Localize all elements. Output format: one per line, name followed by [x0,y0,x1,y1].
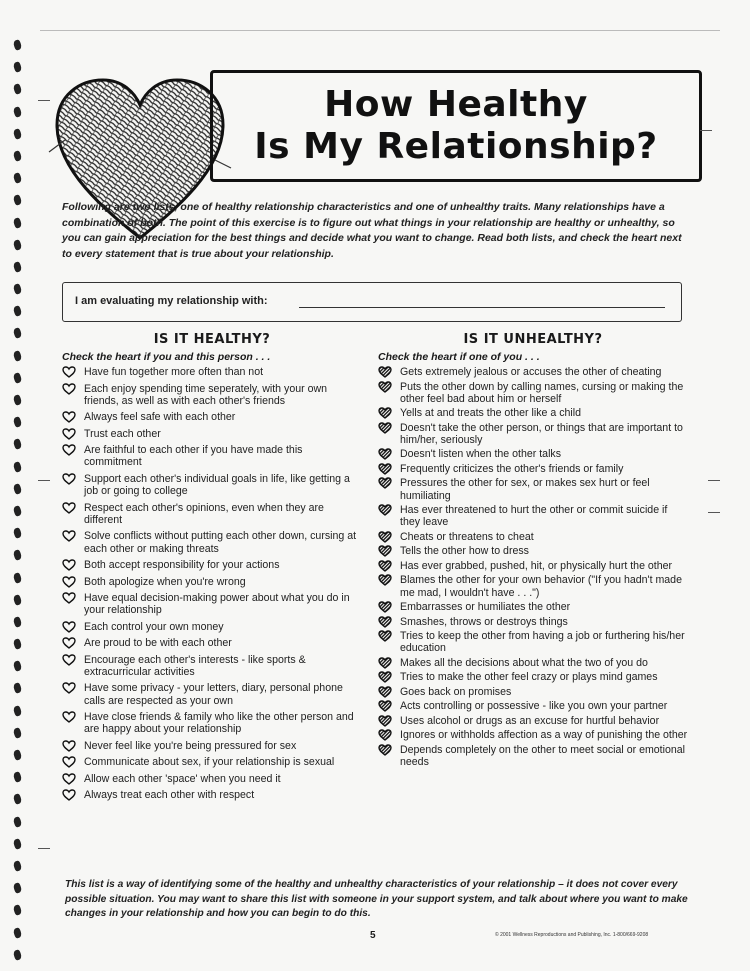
heart-checkbox-icon[interactable] [378,715,392,727]
unhealthy-item-text: Makes all the decisions about what the two of you do [400,656,648,669]
heart-checkbox-icon[interactable] [62,637,76,649]
healthy-item-text: Are proud to be with each other [84,637,232,650]
margin-mark [708,480,720,481]
heart-checkbox-icon[interactable] [62,621,76,633]
heart-checkbox-icon[interactable] [378,366,392,378]
footer-note: This list is a way of identifying some of the healthy and unhealthy characteristics of your relationship – it does not cover every possible situation. You may want to share this list with someone in your support system, and talk about where you want to make changes in your relationship and how you can begin to do this. [65,879,688,919]
unhealthy-item-text: Blames the other for your own behavior ("If you hadn't made me mad, I wouldn't have . . .") [400,574,682,599]
evaluating-label: I am evaluating my relationship with: [75,295,268,307]
unhealthy-item-text: Uses alcohol or drugs as an excuse for hurtful behavior [400,714,660,727]
unhealthy-item [378,477,688,501]
heart-checkbox-icon[interactable] [62,428,76,440]
healthy-item-text: Solve conflicts without putting each other down, cursing at each other or making threats [84,530,357,555]
healthy-item-text: Have close friends & family who like the other person and are happy about your relationship [84,711,354,736]
unhealthy-item [378,616,688,628]
heart-checkbox-icon[interactable] [378,729,392,741]
heart-checkbox-icon[interactable] [378,560,392,572]
heart-checkbox-icon[interactable] [378,407,392,419]
heart-checkbox-icon[interactable] [378,381,392,393]
healthy-item [62,789,362,801]
unhealthy-item-text: Cheats or threatens to cheat [400,530,534,543]
healthy-item-text: Are faithful to each other if you have made this commitment [84,444,303,469]
heart-checkbox-icon[interactable] [62,740,76,752]
unhealthy-item-text: Goes back on promises [400,685,512,698]
unhealthy-column [378,332,688,770]
margin-mark [38,480,50,481]
healthy-item-text: Never feel like you're being pressured for sex [84,739,297,752]
healthy-item-text: Both accept responsibility for your actions [84,559,280,572]
heart-checkbox-icon[interactable] [378,744,392,756]
unhealthy-item-text: Puts the other down by calling names, cursing or making the other feel bad about him or herself [400,380,684,405]
unhealthy-item [378,504,688,528]
healthy-column [62,332,362,806]
margin-mark [708,512,720,513]
healthy-item-text: Support each other's individual goals in life, like getting a job or going to college [84,472,350,498]
heart-checkbox-icon[interactable] [62,559,76,571]
healthy-item [62,740,362,752]
heart-checkbox-icon[interactable] [378,671,392,683]
heart-checkbox-icon[interactable] [378,531,392,543]
healthy-item [62,411,362,423]
unhealthy-item [378,448,688,460]
unhealthy-item-text: Frequently criticizes the other's friends or family [400,462,624,475]
heart-checkbox-icon[interactable] [62,711,76,723]
unhealthy-item-text: Depends completely on the other to meet social or emotional needs [400,743,686,768]
heart-checkbox-icon[interactable] [378,574,392,586]
unhealthy-item [378,407,688,419]
unhealthy-item-text: Has ever threatened to hurt the other or commit suicide if they leave [400,504,668,529]
unhealthy-item [378,422,688,446]
heart-checkbox-icon[interactable] [62,654,76,666]
unhealthy-item-text: Tells the other how to dress [400,545,529,558]
heart-checkbox-icon[interactable] [378,686,392,698]
margin-mark [38,100,50,101]
heart-checkbox-icon[interactable] [62,473,76,485]
page-title-line2: Is My Relationship? [254,126,658,167]
top-rule [40,30,720,31]
heart-checkbox-icon[interactable] [378,422,392,434]
healthy-item [62,428,362,440]
heart-checkbox-icon[interactable] [62,789,76,801]
unhealthy-item [378,744,688,768]
heart-checkbox-icon[interactable] [378,545,392,557]
heart-checkbox-icon[interactable] [378,448,392,460]
unhealthy-item [378,463,688,475]
unhealthy-item-text: Pressures the other for sex, or makes sex hurt or feel humiliating [400,477,650,502]
healthy-item [62,711,362,735]
healthy-item-text: Respect each other's opinions, even when they are different [84,501,324,526]
healthy-item-text: Have equal decision-making power about what you do in your relationship [84,592,350,617]
unhealthy-item [378,545,688,557]
heart-checkbox-icon[interactable] [62,530,76,542]
unhealthy-item-text: Tries to make the other feel crazy or plays mind games [400,671,658,684]
healthy-item [62,654,362,678]
copyright-text: © 2001 Wellness Reproductions and Publishing, Inc. 1-800/669-9208 [495,932,649,938]
unhealthy-item-text: Doesn't take the other person, or things that are important to him/her, seriously [400,421,683,446]
margin-mark [700,130,712,131]
heart-checkbox-icon[interactable] [378,657,392,669]
unhealthy-item-text: Embarrasses or humiliates the other [400,601,571,614]
heart-checkbox-icon[interactable] [62,444,76,456]
healthy-instruction: Check the heart if you and this person . . . [62,351,271,363]
heart-checkbox-icon[interactable] [62,592,76,604]
unhealthy-item [378,700,688,712]
unhealthy-list [378,366,688,768]
heart-checkbox-icon[interactable] [62,366,76,378]
healthy-item [62,559,362,571]
healthy-item-text: Always treat each other with respect [84,789,255,802]
heart-checkbox-icon[interactable] [62,383,76,395]
unhealthy-item [378,729,688,741]
healthy-item-text: Both apologize when you're wrong [84,575,246,588]
healthy-item [62,366,362,378]
healthy-item-text: Trust each other [84,427,161,440]
heart-checkbox-icon[interactable] [62,773,76,785]
unhealthy-item-text: Smashes, throws or destroys things [400,615,568,628]
healthy-item-text: Have fun together more often than not [84,366,264,378]
healthy-item [62,621,362,633]
healthy-item-text: Each enjoy spending time seperately, with your own friends, as well as with each other's friends [84,382,328,407]
healthy-item [62,682,362,706]
healthy-item [62,756,362,768]
intro-paragraph: Following are two lists, one of healthy relationship characteristics and one of unhealthy traits. Many relationships have a combination of both. The point of this exercise is to figure out what things in your relationship are healthy or unhealthy, so you can gain appreciation for the best things and decide what you want to change. Read both lists, and check the heart next to every statement that is true about your relationship. [62,201,682,260]
unhealthy-item [378,657,688,669]
evaluating-box [62,282,682,322]
healthy-heading: IS IT HEALTHY? [153,332,271,347]
healthy-item-text: Always feel safe with each other [84,411,236,424]
unhealthy-instruction: Check the heart if one of you . . . [378,351,540,363]
heart-checkbox-icon[interactable] [378,504,392,516]
unhealthy-item-text: Gets extremely jealous or accuses the other of cheating [400,366,662,378]
evaluating-field[interactable] [299,307,665,308]
unhealthy-item [378,560,688,572]
heart-checkbox-icon[interactable] [62,682,76,694]
unhealthy-item [378,366,688,378]
unhealthy-item-text: Acts controlling or possessive - like you own your partner [400,700,668,713]
heart-checkbox-icon[interactable] [378,463,392,475]
heart-checkbox-icon[interactable] [378,630,392,642]
spiral-binding [14,40,32,960]
unhealthy-item-text: Tries to keep the other from having a job or furthering his/her education [400,630,685,655]
heart-checkbox-icon[interactable] [378,477,392,489]
margin-mark [38,848,50,849]
page-title-line1: How Healthy [324,84,588,125]
healthy-item [62,444,362,468]
healthy-item [62,530,362,554]
heart-checkbox-icon[interactable] [378,700,392,712]
healthy-item-text: Allow each other 'space' when you need it [84,772,281,785]
unhealthy-item-text: Yells at and treats the other like a child [400,407,581,420]
heart-checkbox-icon[interactable] [62,411,76,423]
heart-checkbox-icon[interactable] [378,616,392,628]
healthy-item [62,576,362,588]
unhealthy-item [378,574,688,598]
healthy-item [62,383,362,407]
heart-checkbox-icon[interactable] [62,756,76,768]
healthy-item-text: Communicate about sex, if your relationship is sexual [84,756,335,769]
heart-checkbox-icon[interactable] [62,576,76,588]
healthy-item [62,637,362,649]
unhealthy-item [378,671,688,683]
heart-checkbox-icon[interactable] [378,601,392,613]
healthy-item-text: Encourage each other's interests - like sports & extracurricular activities [84,653,306,678]
page-number: 5 [370,930,376,941]
heart-checkbox-icon[interactable] [62,502,76,514]
healthy-list [62,366,362,802]
unhealthy-item [378,531,688,543]
healthy-item [62,473,362,497]
unhealthy-item [378,686,688,698]
unhealthy-item [378,601,688,613]
healthy-item [62,773,362,785]
healthy-item [62,592,362,616]
unhealthy-item-text: Ignores or withholds affection as a way of punishing the other [400,729,688,742]
unhealthy-heading: IS IT UNHEALTHY? [463,332,603,347]
title-box [210,70,702,182]
healthy-item-text: Each control your own money [84,620,224,633]
unhealthy-item-text: Has ever grabbed, pushed, hit, or physically hurt the other [400,559,673,572]
unhealthy-item [378,715,688,727]
unhealthy-item [378,630,688,654]
unhealthy-item-text: Doesn't listen when the other talks [400,448,562,461]
healthy-item [62,502,362,526]
unhealthy-item [378,381,688,405]
healthy-item-text: Have some privacy - your letters, diary, personal phone calls are respected as your own [84,682,343,707]
